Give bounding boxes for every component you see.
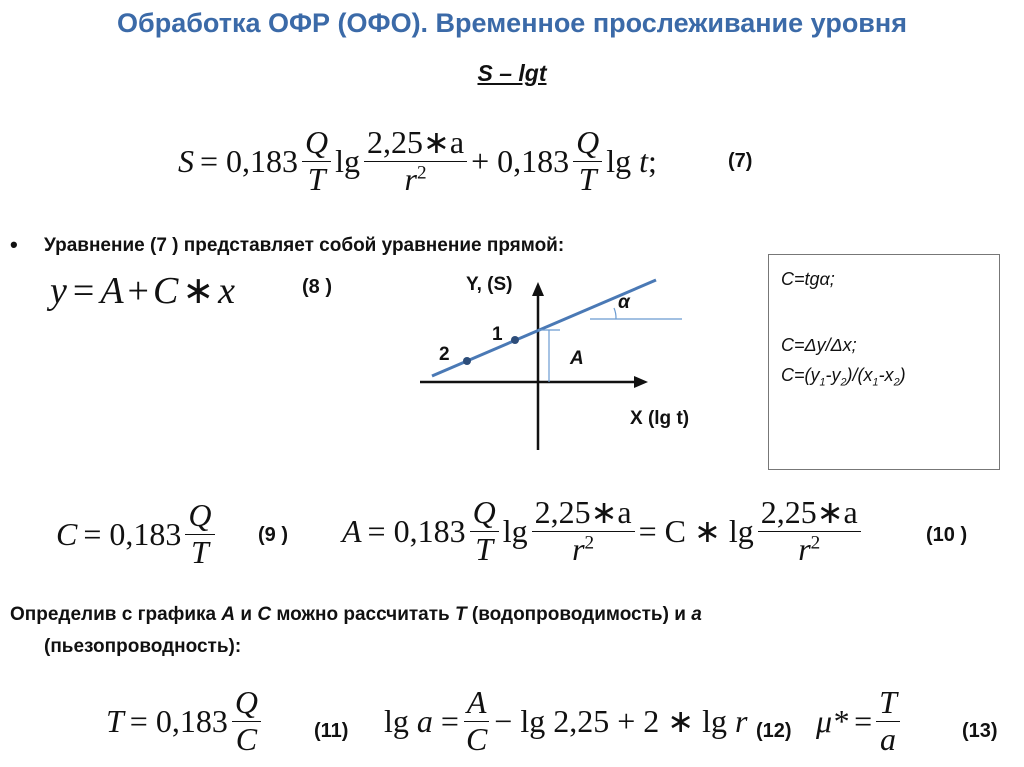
eq11-coef: = 0,183 xyxy=(129,702,228,739)
eq11-number: (11) xyxy=(314,720,349,742)
eq11-c: C xyxy=(235,720,258,757)
alpha-arc xyxy=(614,308,616,319)
eq7-t-den2: T xyxy=(578,160,597,197)
point-2 xyxy=(463,357,471,365)
eq12-number: (12) xyxy=(756,720,792,742)
page-title: Обработка ОФР (ОФО). Временное прослеживание уровня xyxy=(117,8,907,38)
eq12-eq: = xyxy=(440,702,459,739)
eq9-q: Q xyxy=(188,497,212,534)
eq7-coef: = 0,183 xyxy=(200,142,299,179)
eq7-q2: Q xyxy=(576,124,600,161)
equation-7 xyxy=(178,118,657,204)
eq8-c: C xyxy=(152,269,179,312)
paragraph-line-2: (пьезопроводность): xyxy=(44,636,242,657)
y-axis-arrow-icon xyxy=(532,282,544,296)
eq12-lg: lg xyxy=(384,702,409,739)
box-line-2: C=Δy/Δx; xyxy=(781,335,857,355)
point-1 xyxy=(511,336,519,344)
eq7-r: r xyxy=(404,160,417,197)
eq8-a: A xyxy=(100,269,124,312)
equation-12 xyxy=(384,678,747,764)
eq13-a: a xyxy=(880,720,896,757)
box-line-3: $C=(y_1-y_2)/(x_1-x_2)$ xyxy=(781,365,906,389)
alpha-label: α xyxy=(618,292,630,313)
eq13-frac xyxy=(876,685,900,756)
eq7-frac-qt2 xyxy=(573,125,602,196)
eq10-num-a2: 2,25∗a xyxy=(758,495,861,531)
eq8-plus: + xyxy=(127,269,149,312)
eq10-frac-qt xyxy=(470,495,499,566)
eq12-den: C xyxy=(465,720,488,757)
eq12-a: a xyxy=(416,702,433,739)
bullet-text: Уравнение (7 ) представляет собой уравнение прямой: xyxy=(44,235,565,256)
equation-13 xyxy=(816,678,904,764)
eq12-num: A xyxy=(466,684,487,721)
equation-8 xyxy=(50,268,235,313)
eq7-lhs: S xyxy=(178,142,194,179)
eq7-num-a: 2,25∗a xyxy=(364,125,467,161)
equation-9 xyxy=(56,492,219,576)
eq9-number: (9 ) xyxy=(258,524,288,546)
eq8-y: y xyxy=(50,269,67,312)
eq10-lg: lg xyxy=(502,512,528,549)
eq10-q: Q xyxy=(472,494,496,531)
eq8-eq: = xyxy=(72,269,95,312)
eq9-t: T xyxy=(191,533,209,570)
eq9-coef: = 0,183 xyxy=(83,515,182,552)
eq8-number: (8 ) xyxy=(302,276,332,298)
eq10-num-a: 2,25∗a xyxy=(532,495,635,531)
intercept-label: A xyxy=(570,348,584,369)
eq10-mid: = C ∗ lg xyxy=(638,513,754,549)
eq7-plus-coef: + 0,183 xyxy=(471,142,570,179)
eq12-frac xyxy=(463,685,490,756)
eq11-frac xyxy=(232,685,261,756)
eq7-lg2: lg xyxy=(606,142,632,179)
eq7-q: Q xyxy=(305,124,329,161)
eq13-eq: = xyxy=(854,702,873,739)
eq7-number: (7) xyxy=(728,150,753,172)
eq12-r: r xyxy=(734,702,748,739)
equation-11 xyxy=(106,678,265,764)
eq10-r2: r xyxy=(798,530,811,567)
eq11-q: Q xyxy=(234,684,258,721)
eq7-frac-qt xyxy=(302,125,331,196)
eq9-frac xyxy=(185,498,214,569)
bullet-icon: • xyxy=(10,232,18,257)
eq7-t-den: T xyxy=(307,160,326,197)
eq7-r-exp: 2 xyxy=(416,161,427,183)
eq10-frac-ar xyxy=(532,495,635,566)
eq7-semicolon: ; xyxy=(648,142,657,179)
eq10-t: T xyxy=(475,530,494,567)
point-2-label: 2 xyxy=(439,344,450,365)
eq10-coef: = 0,183 xyxy=(367,512,466,549)
paragraph-line-1: Определив с графика A и C можно рассчитать T (водопроводимость) и a xyxy=(10,604,702,625)
eq12-rest: − lg 2,25 + 2 ∗ lg xyxy=(494,703,727,739)
slope-info-box xyxy=(768,254,1000,470)
eq10-number: (10 ) xyxy=(926,524,968,546)
eq13-mu: μ* xyxy=(816,702,849,739)
eq13-t: T xyxy=(879,684,897,721)
eq10-r-exp: 2 xyxy=(584,531,595,553)
eq13-number: (13) xyxy=(962,720,998,742)
equation-10 xyxy=(342,488,865,574)
eq8-star: ∗ xyxy=(182,270,215,312)
eq11-t: T xyxy=(106,702,124,739)
eq10-r: r xyxy=(572,530,585,567)
eq10-r-exp2: 2 xyxy=(810,531,821,553)
eq8-x: x xyxy=(218,269,236,312)
x-axis-label: X (lg t) xyxy=(630,408,690,429)
eq7-frac-ar xyxy=(364,125,467,196)
subtitle: S – lgt xyxy=(477,60,547,86)
point-1-label: 1 xyxy=(492,324,503,345)
eq7-lg: lg xyxy=(335,142,361,179)
eq10-frac-ar2 xyxy=(758,495,861,566)
box-line-1: C=tgα; xyxy=(781,269,835,289)
eq10-a: A xyxy=(342,512,362,549)
x-axis-arrow-icon xyxy=(634,376,648,388)
eq9-c: C xyxy=(56,515,78,552)
eq7-t: t xyxy=(639,142,648,179)
y-axis-label: Y, (S) xyxy=(466,274,513,295)
